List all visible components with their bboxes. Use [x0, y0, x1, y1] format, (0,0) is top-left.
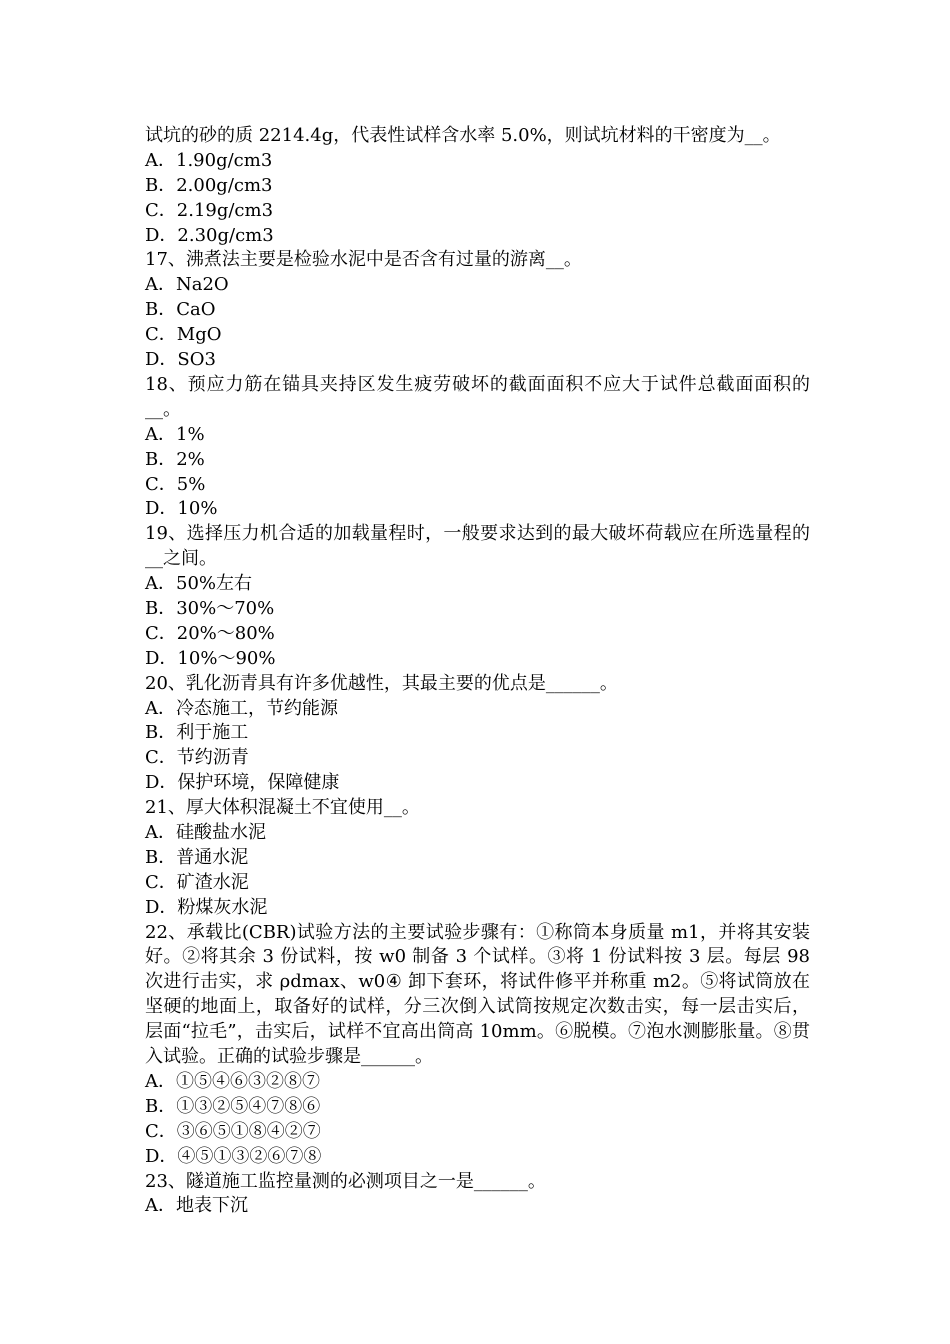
q21-option-d: D．粉煤灰水泥	[145, 896, 268, 918]
question-21-stem: 21、厚大体积混凝土不宜使用__。	[145, 797, 420, 819]
q20-option-c: C．节约沥青	[145, 747, 249, 769]
q19-option-d: D．10%～90%	[145, 647, 276, 669]
q17-option-d: D．SO3	[145, 349, 216, 371]
q21-option-c: C．矿渣水泥	[145, 871, 249, 893]
q21-option-b: B．普通水泥	[145, 846, 249, 868]
question-16-tail: 试坑的砂的质 2214.4g，代表性试样含水率 5.0%，则试坑材料的干密度为__。	[145, 125, 781, 146]
q20-option-a: A．冷态施工，节约能源	[145, 697, 338, 719]
q22-option-a: A．①⑤④⑥③②⑧⑦	[145, 1071, 320, 1092]
document-body	[145, 124, 810, 1219]
q17-option-a: A．Na2O	[145, 274, 229, 296]
q16-option-c: C．2.19g/cm3	[145, 199, 274, 221]
q22-option-b: B．①③②⑤④⑦⑧⑥	[145, 1095, 321, 1117]
question-22-stem: 22、承载比(CBR)试验方法的主要试验步骤有：①称筒本身质量 m1，并将其安装好。②将其余 3 份试料，按 w0 制备 3 个试样。③将 1 份试料按 3 层。每层 98 次进行击实，求 ρdmax、w0④ 卸下套环，将试件修平并称重 m2。⑤将试筒放在坚硬的地面上，取备好的试样，分三次倒入试筒按规定次数击实，每一层击实后，层面“拉毛”，击实后，试样不宜高出筒高 10mm。⑥脱模。⑦泡水测膨胀量。⑧贯入试验。正确的试验步骤是______。	[145, 921, 810, 1068]
q18-option-d: D．10%	[145, 498, 218, 520]
q22-option-c: C．③⑥⑤①⑧④②⑦	[145, 1120, 321, 1142]
q18-option-c: C．5%	[145, 473, 206, 495]
question-18-stem: 18、预应力筋在锚具夹持区发生疲劳破坏的截面面积不应大于试件总截面面积的__。	[145, 373, 810, 420]
q23-option-a: A．地表下沉	[145, 1195, 248, 1217]
question-23-stem: 23、隧道施工监控量测的必测项目之一是______。	[145, 1170, 546, 1192]
q21-option-a: A．硅酸盐水泥	[145, 822, 266, 843]
q20-option-b: B．利于施工	[145, 722, 249, 744]
q16-option-d: D．2.30g/cm3	[145, 224, 274, 246]
question-19-stem: 19、选择压力机合适的加载量程时，一般要求达到的最大破坏荷载应在所选量程的__之间。	[145, 523, 810, 570]
q22-option-d: D．④⑤①③②⑥⑦⑧	[145, 1145, 322, 1167]
q16-option-a: A．1.90g/cm3	[145, 149, 273, 171]
q19-option-c: C．20%～80%	[145, 622, 275, 644]
q16-option-b: B．2.00g/cm3	[145, 174, 273, 196]
q18-option-a: A．1%	[145, 423, 205, 445]
question-17-stem: 17、沸煮法主要是检验水泥中是否含有过量的游离__。	[145, 249, 582, 271]
q17-option-b: B．CaO	[145, 299, 216, 321]
q19-option-b: B．30%～70%	[145, 597, 275, 619]
q17-option-c: C．MgO	[145, 324, 222, 346]
q18-option-b: B．2%	[145, 448, 205, 470]
q19-option-a: A．50%左右	[145, 573, 253, 595]
question-20-stem: 20、乳化沥青具有许多优越性，其最主要的优点是______。	[145, 672, 618, 694]
q20-option-d: D．保护环境，保障健康	[145, 772, 340, 794]
